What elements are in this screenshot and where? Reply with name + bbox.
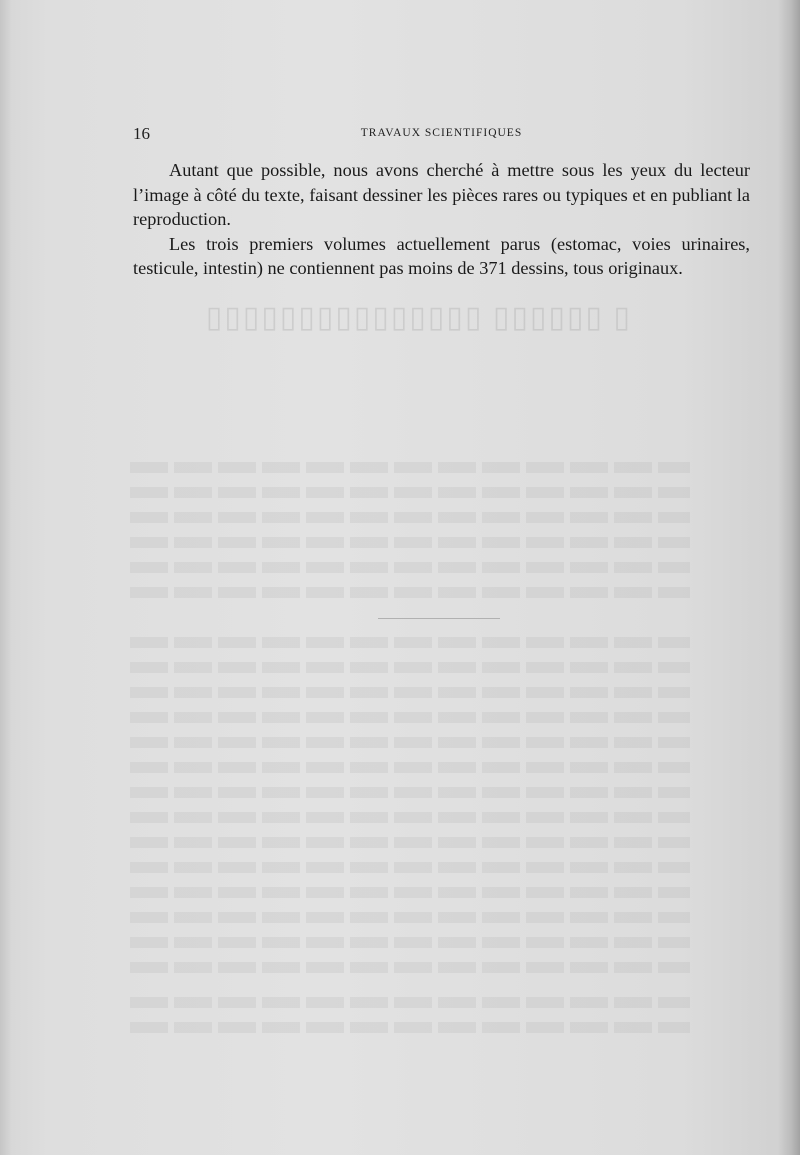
paragraph: Autant que possible, nous avons cherché à mettre sous les yeux du lecteur l’image à côté du texte, faisant dessiner les pièces rares ou typiques et en publiant la reproduction. <box>133 160 750 229</box>
bleed-through-line <box>130 787 690 798</box>
body-text <box>133 158 750 281</box>
bleed-through-line <box>130 637 690 648</box>
bleed-through-line <box>130 997 690 1008</box>
page-left-shadow <box>0 0 12 1155</box>
bleed-through-line <box>130 537 690 548</box>
bleed-through-line <box>130 662 690 673</box>
bleed-through-line <box>130 937 690 948</box>
bleed-through-line <box>130 462 690 473</box>
bleed-through-line <box>130 762 690 773</box>
bleed-through-line <box>130 837 690 848</box>
bleed-through-line <box>130 812 690 823</box>
bleed-through-heading: ▯ ▯▯▯▯▯▯ ▯▯▯▯▯▯▯▯▯▯▯▯▯▯▯ <box>203 301 630 334</box>
bleed-through-line <box>130 687 690 698</box>
bleed-through-line <box>130 487 690 498</box>
bleed-through-line <box>130 887 690 898</box>
bleed-through-line <box>130 737 690 748</box>
bleed-through-line <box>130 587 690 598</box>
running-title: TRAVAUX SCIENTIFIQUES <box>360 127 523 139</box>
bleed-through-rule <box>378 618 500 619</box>
bleed-through-line <box>130 962 690 973</box>
bleed-through-line <box>130 712 690 723</box>
page-number: 16 <box>133 124 150 143</box>
running-head <box>133 124 750 146</box>
paragraph: Les trois premiers volumes actuellement parus (estomac, voies urinaires, testicule, intestin) ne contiennent pas moins de 371 dessins, tous originaux. <box>133 233 750 278</box>
bleed-through-line <box>130 862 690 873</box>
bleed-through-line <box>130 562 690 573</box>
bleed-through-line <box>130 1022 690 1033</box>
page-edge-shadow <box>778 0 800 1155</box>
bleed-through-line <box>130 912 690 923</box>
bleed-through-line <box>130 512 690 523</box>
